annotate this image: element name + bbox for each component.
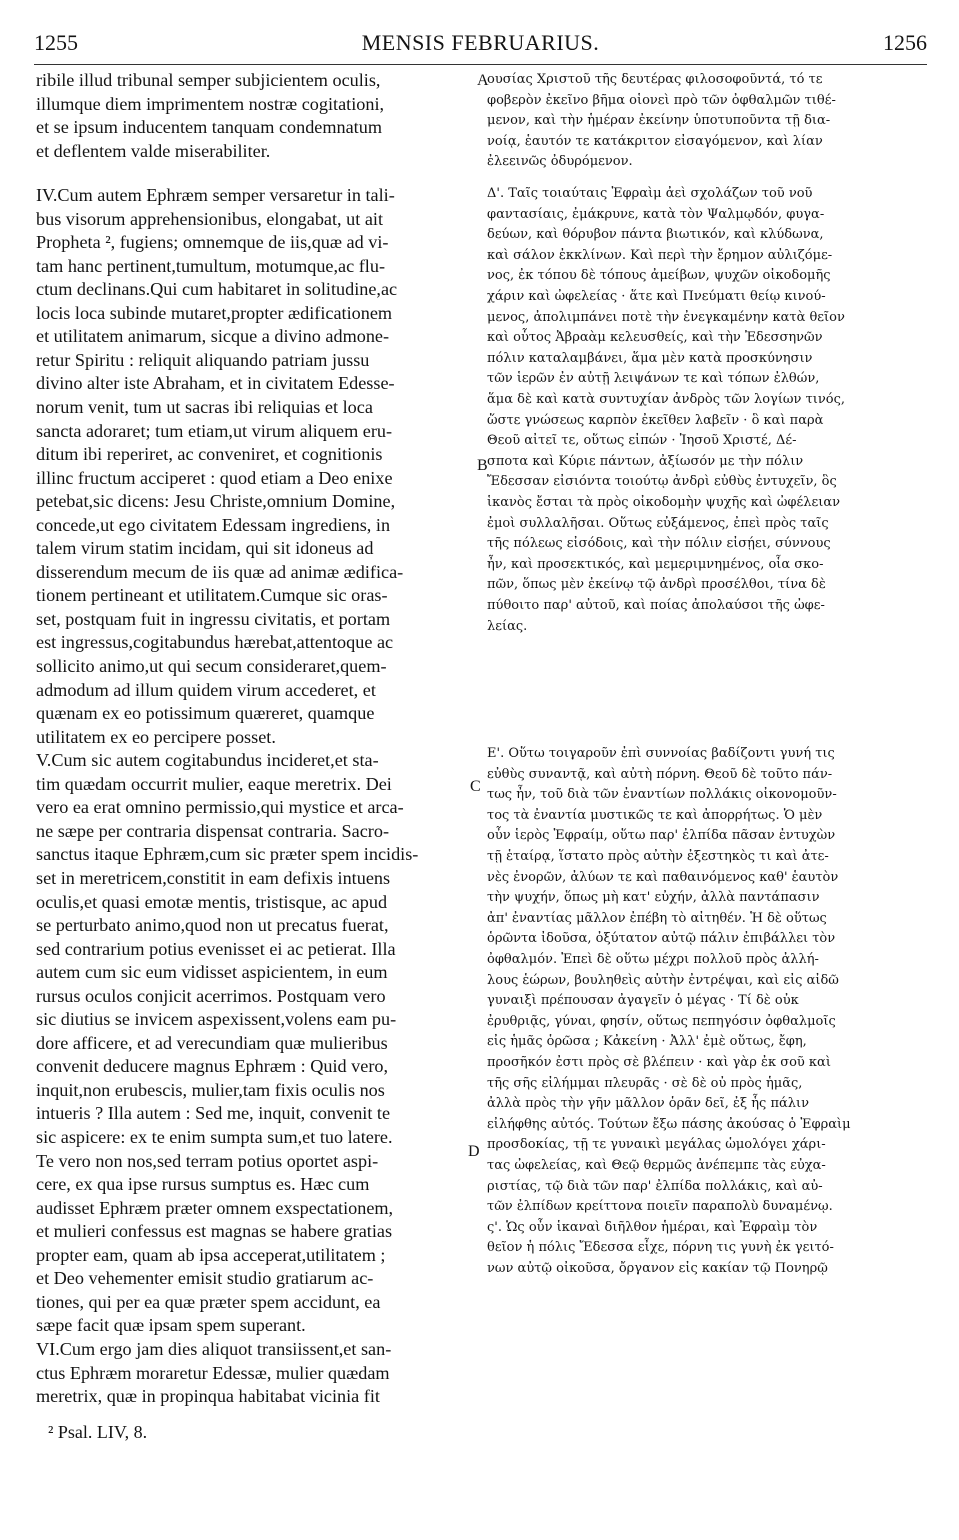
text-line: quænam ex eo potissimum quæreret, quamque: [36, 703, 375, 724]
text-line: Ἔδεσσαν εἰσιόντα τοιούτῳ ἀνδρὶ εὐθὺς ἐντυχεῖν, ὃς: [487, 474, 837, 490]
text-line: ὥστε γνώσεως καρπὸν ἐκεῖθεν λαβεῖν · ὃ καὶ παρὰ: [487, 412, 824, 428]
text-line: tionem pertineant et utilitatem.Cumque sic oras-: [36, 585, 388, 606]
text-line: τως ἦν, τοῦ διὰ τῶν ἐναντίων πολλάκις οἰκονομοῦν-: [487, 787, 837, 803]
text-line: propter eam, quam ab ipsa acceperat,utilitatem ;: [36, 1244, 386, 1265]
text-line: tim quædam occurrit mulier, eaque meretrix. Dei: [36, 773, 392, 794]
text-line: meretrix, quæ in propinqua habitabat vicinia fit: [36, 1386, 380, 1407]
text-line: ne sæpe per contraria dispensat contraria. Sacro-: [36, 820, 389, 841]
text-line: Te vero non nos,sed terram potius oportet aspi-: [36, 1150, 379, 1171]
running-header: [34, 30, 927, 60]
text-line: Ε'. Οὕτω τοιγαροῦν ἐπὶ συννοίας βαδίζοντι γυνή τις: [487, 746, 835, 761]
text-line: νων αὐτῷ οἰκοῦσα, ὄργανον εἰς κακίαν τῷ Πονηρῷ: [487, 1261, 828, 1276]
text-line: rursus oculos conjicit acerrimos. Postquam vero: [36, 985, 386, 1006]
text-line: τας ὠφελείας, καὶ Θεῷ θερμῶς ἀνέπεμπε τὰς εὐχα-: [487, 1158, 826, 1173]
text-line: τὴν ψυχήν, ὅπως μὴ κατ' εὐχήν, ἀλλὰ παντάπασιν: [487, 890, 820, 906]
text-line: set, postquam fuit in ingressu civitatis, et portam: [36, 608, 391, 629]
text-line: ουσίας Χριστοῦ τῆς δευτέρας φιλοσοφοῦντά, τό τε: [487, 72, 823, 87]
text-line: intueris ? Illa autem : Sed me, inquit, convenit te: [36, 1103, 391, 1124]
text-line: Propheta ², fugiens; omnemque de iis,quæ ad vi-: [36, 232, 389, 253]
margin-marker-b: B: [477, 457, 488, 474]
text-line: νοίᾳ, ἑαυτόν τε κατάκριτον εἰσαγόμενον, καὶ λίαν: [487, 133, 823, 149]
text-line: dore afficere, et ad verecundiam quæ mulieribus: [36, 1032, 388, 1053]
text-line: se perturbato animo,quod non ut precatus fuerat,: [36, 915, 389, 936]
text-line: et mulieri confessus est magnas se habere gratias: [36, 1221, 393, 1242]
text-line: ἅμα δὲ καὶ κατὰ συντυχίαν ἀνδρὸς τῶν λογίων τινός,: [487, 392, 845, 407]
text-line: disserendum mecum de iis quæ ad animæ ædifica-: [36, 561, 404, 582]
text-line: πῶν, ὅπως μὲν ἐκείνῳ τῷ ἀνδρὶ προσέλθοι, τίνα δὲ: [487, 577, 826, 593]
text-line: φοβερὸν ἐκεῖνο βῆμα οἱονεὶ πρὸ τῶν ὀφθαλμῶν τιθέ-: [487, 92, 836, 108]
text-line: et se ipsum inducentem tanquam condemnatum: [36, 117, 382, 138]
text-line: concede,ut ego civitatem Edessam ingrediens, in: [36, 514, 391, 535]
text-line: ctus Ephræm moraretur Edessæ, mulier quædam: [36, 1362, 390, 1383]
text-line: V.Cum sic autem cogitabundus incideret,et sta-: [36, 750, 379, 771]
margin-marker-c: C: [470, 778, 481, 795]
margin-marker-a: A: [477, 72, 489, 89]
text-line: sic aspicere: ex te enim sumpta sum,et tuo latere.: [36, 1127, 393, 1147]
text-line: θεῖον ἡ πόλις Ἔδεσσα εἶχε, πόρνη τις γυνὴ ἐκ γειτό-: [487, 1240, 834, 1256]
text-line: petebat,sic dicens: Jesu Christe,omnium Domine,: [36, 491, 396, 512]
text-line: τῶν ἱερῶν ἐν αὐτῇ λειψάνων τε καὶ τόπων ἐλθών,: [487, 371, 820, 387]
text-line: δεύων, καὶ θόρυβον πάντα βιωτικόν, καὶ κλύδωνα,: [487, 227, 824, 243]
text-line: ριστίας, τῷ διὰ τῶν παρ' ἐλπίδα πολλάκις, καὶ αὐ-: [487, 1178, 823, 1194]
text-line: cere, ex qua ipse rursus sumptus es. Hæc cum: [36, 1174, 370, 1195]
text-line: sollicito animo,ut qui secum consideraret,quem-: [36, 656, 387, 676]
text-line: ἐλεεινῶς ὀδυρόμενον.: [487, 154, 633, 170]
text-line: vero ea erat omnino permissio,qui mystice et arca-: [36, 797, 404, 818]
text-line: νὲς ἐνορῶν, ἀλύων τε καὶ παθαινόμενος καθ' ἑαυτὸν: [487, 869, 839, 885]
text-line: illumque diem imprimentem nostræ cogitationi,: [36, 93, 385, 114]
running-title: MENSIS FEBRUARIUS.: [361, 30, 600, 55]
text-line: ditum ibi reperiret, ac conveniret, et cognitionis: [36, 444, 383, 465]
text-line: ἐρυθριᾷς, γύναι, φησίν, οὕτως πεπηγόσιν ὀφθαλμοῖς: [487, 1013, 836, 1029]
text-line: σποτα καὶ Κύριε πάντων, ἀξίωσόν με τὴν πόλιν: [487, 453, 804, 469]
text-line: λείας.: [487, 618, 528, 634]
text-line: προσῆκόν ἐστι πρὸς σὲ βλέπειν · καὶ γὰρ ἐκ σοῦ καὶ: [487, 1055, 831, 1070]
text-line: λους ἑώρων, βουληθεὶς αὐτὴν ἐντρέψαι, καὶ εἰς αἰδῶ: [487, 972, 839, 988]
text-line: est ingressus,cogitabundus hærebat,attentoque ac: [36, 632, 394, 653]
text-line: utilitatem ex eo percipere posset.: [36, 726, 276, 747]
text-line: τῶν ἐλπίδων κρείττονα ποιεῖν παραπολὺ δυναμένῳ.: [487, 1199, 833, 1215]
text-line: oculis,et quasi emotæ mentis, tristisque, ac apud: [36, 891, 388, 912]
left-page-number: 1255: [34, 30, 78, 55]
text-line: προσδοκίας, τῇ τε γυναικὶ μεγάλας ὡμολόγει χάρι-: [487, 1137, 826, 1153]
text-line: locis loca subinde mutaret,propter ædificationem: [36, 302, 393, 323]
text-line: μενος, ἀπολιμπάνει ποτὲ τὴν ἐνεγκαμένην κατὰ θεῖον: [487, 309, 845, 325]
text-line: tam hanc pertinent,tumultum, motumque,ac flu-: [36, 255, 386, 276]
text-line: καὶ οὗτος Ἀβραὰμ κελευσθείς, καὶ τὴν Ἐδεσσηνῶν: [487, 330, 823, 346]
text-line: norum venit, tum ut sacras ibi reliquias et loca: [36, 396, 373, 417]
text-line: ὀφθαλμόν. Ἐπεὶ δὲ οὕτω μέχρι πολλοῦ πρὸς ἀλλή-: [487, 952, 819, 967]
text-line: sæpe facit quæ ipsam spem superant.: [36, 1315, 306, 1336]
text-line: sanctus itaque Ephræm,cum sic præter spem incidis-: [36, 844, 419, 865]
text-line: γυναιξὶ πρέπουσαν ἀγαγεῖν ὁ μέγας · Τί δὲ οὐκ: [487, 993, 799, 1009]
right-page-number: 1256: [883, 30, 927, 55]
text-line: et utilitatem animarum, sicque a divino admone-: [36, 326, 390, 347]
text-line: illinc fructum acciperet : quod etiam a Deo enixe: [36, 467, 393, 488]
text-line: sancta adoraret; tum etiam,ut virum aliquem eru-: [36, 420, 393, 441]
text-line: talem virum statim incidam, qui sit idoneus ad: [36, 538, 374, 559]
text-line: πύθοιτο παρ' αὐτοῦ, καὶ ποίας ἀπολαύσοι τῆς ὠφε-: [487, 598, 825, 613]
text-line: ribile illud tribunal semper subjicientem oculis,: [36, 70, 381, 90]
text-line: φαντασίαις, ἐμάκρυνε, κατὰ τὸν Ψαλμῳδόν, φυγα-: [487, 206, 825, 222]
text-line: εὐθὺς συναντᾷ, καὶ αὐτὴ πόρνη. Θεοῦ δὲ τοῦτο πάν-: [487, 766, 833, 782]
text-line: εἰλήφθης αὐτός. Τούτων ἔξω πάσης ἀκούσας ὁ Ἐφραὶμ: [487, 1116, 851, 1132]
text-line: ἱκανὸς ἔσται τὰ πρὸς οἰκοδομὴν ψυχῆς καὶ ὠφέλειαν: [487, 495, 841, 510]
text-line: τῆς πόλεως εἰσόδοις, καὶ τὴν πόλιν εἰσῄει, σύννους: [487, 536, 831, 552]
header-rule: [34, 64, 927, 65]
text-line: νος, ἐκ τόπου δὲ τόπους ἀμείβων, ψυχῶν οἰκοδομῆς: [487, 268, 831, 284]
text-line: tiones, qui per ea quæ præter spem accidunt, ea: [36, 1291, 381, 1312]
text-line: et deflentem valde miserabiliter.: [36, 140, 271, 161]
text-line: ς'. Ὡς οὖν ἱκαναὶ διῆλθον ἡμέραι, καὶ Ἐφραὶμ τὸν: [487, 1219, 818, 1235]
text-line: ctum declinans.Qui cum habitaret in solitudine,ac: [36, 279, 398, 300]
text-line: τῇ ἑταίρᾳ, ἵστατο πρὸς αὐτὴν ἐξεστηκὸς τι καὶ ἀτε-: [487, 849, 829, 864]
text-line: VI.Cum ergo jam dies aliquot transiissent,et san-: [36, 1338, 392, 1359]
text-line: sic diutius se invicem aspexissent,volens eam pu-: [36, 1009, 397, 1030]
text-line: divino alter iste Abraham, et in civitatem Edesse-: [36, 373, 395, 394]
text-line: inquit,non erubescis, mulier,tam fixis oculis nos: [36, 1079, 385, 1100]
text-line: ἦν, καὶ προσεκτικός, καὶ μεμεριμνημένος, οἷα σκο-: [487, 556, 824, 572]
text-line: τῆς σῆς εἰλήμμαι πλευρᾶς · σὲ δὲ οὐ πρὸς ἡμᾶς,: [487, 1075, 803, 1091]
text-line: πόλιν καταλαμβάνει, ἅμα μὲν κατὰ προσκύνησιν: [487, 350, 813, 366]
text-line: set in meretricem,constitit in eam defixis intuens: [36, 867, 391, 888]
text-line: IV.Cum autem Ephræm semper versaretur in tali-: [36, 185, 395, 205]
text-line: ἀπ' ἐναντίας μᾶλλον ἐπέβη τὸ αἰτηθέν. Ἡ δὲ οὕτως: [487, 910, 827, 926]
text-line: audisset Ephræm præter omnem exspectationem,: [36, 1197, 394, 1218]
text-line: bus visorum apprehensionibus, elongabat, ut ait: [36, 208, 384, 229]
text-line: τος τὰ ἐναντία μυστικῶς τε καὶ ἀπορρήτως. Ὁ μὲν: [487, 807, 823, 823]
text-line: admodum ad illum quidem virum accederet, et: [36, 679, 376, 700]
text-line: χάριν καὶ ὠφελείας · ἅτε καὶ Πνεύματι θείῳ κινού-: [487, 289, 826, 304]
text-line: ἀλλὰ πρὸς τὴν γῆν μᾶλλον ὁρᾶν δεῖ, ἐξ ἧς πάλιν: [487, 1096, 810, 1112]
text-line: ὁρῶντα ἰδοῦσα, ὀξύτατον αὐτῷ πάλιν ἐπιβάλλει τὸν: [487, 931, 836, 947]
footnote: ² Psal. LIV, 8.: [48, 1422, 148, 1442]
text-line: convenit deducere magnus Ephræm : Quid vero,: [36, 1056, 389, 1077]
text-line: Δ'. Ταῖς τοιαύταις Ἐφραὶμ ἀεὶ σχολάζων τοῦ νοῦ: [487, 186, 813, 201]
margin-marker-d: D: [468, 1143, 480, 1160]
text-line: Θεοῦ αἰτεῖ τε, οὕτως εἰπών · Ἰησοῦ Χριστέ, Δέ-: [487, 433, 797, 449]
text-line: autem cum sic eum vidisset aspicientem, in eum: [36, 962, 388, 983]
text-line: καὶ σάλον ἐκκλίνων. Καὶ περὶ τὴν ἔρημον αὐλιζόμε-: [487, 247, 833, 263]
text-line: retur Spiritu : reliquit aliquando patriam jussu: [36, 349, 370, 370]
text-line: sed contrarium potius evenisset ei ac petierat. Illa: [36, 938, 396, 959]
text-line: μενον, καὶ τὴν ἡμέραν ἐκείνην ὑποτυποῦντα τῇ δια-: [487, 113, 831, 129]
text-line: εἰς ἡμᾶς ὁρῶσα ; Κἀκείνη · Ἀλλ' ἐμὲ οὕτως, ἔφη,: [487, 1034, 807, 1050]
text-line: οὖν ἱερὸς Ἐφραίμ, οὕτω παρ' ἐλπίδα πᾶσαν ἐντυχὼν: [487, 828, 836, 844]
text-line: ἐμοὶ συλλαλῆσαι. Οὕτως εὐξάμενος, ἐπεὶ πρὸς ταῖς: [487, 515, 829, 531]
text-line: et Deo vehementer emisit studio gratiarum ac-: [36, 1268, 374, 1289]
